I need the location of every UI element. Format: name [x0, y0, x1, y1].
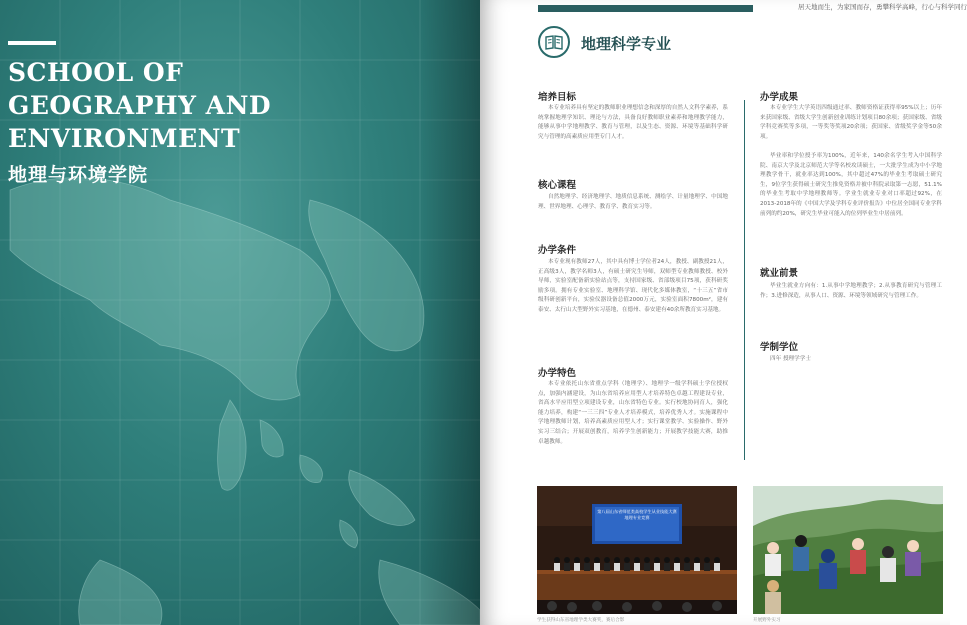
header-tagline: 居天地而生，为家国而存，勇攀科学高峰，行心与科学同行	[798, 3, 967, 11]
degree-heading: 学制学位	[760, 342, 799, 353]
prospects-text: 毕业生就业方向有：1.从事中学地理教学；2.从事教育研究与管理工作；3.进修深造，从事人口、资源、环境等领域研究与管理工作。	[760, 283, 942, 299]
content-page	[480, 0, 967, 625]
fieldtrip-photo	[753, 486, 943, 614]
title-accent-bar	[8, 41, 56, 45]
title-line-1: SCHOOL OF	[8, 58, 184, 87]
cover-page	[0, 0, 480, 625]
achievements-text-2: 毕业率和学位授予率为100%，近年来，140余名学生考入中国科学院、南京大学及北京师范大学等名校攻读硕士，一大批学生成为中小学地理教学骨干，就业率达到100%，其中超过47%的毕业生考取硕士研究生，9位学生获得硕士研究生推免资格并被中科院录取第一志愿，51.1%的毕业生考取中学地理教师等。学业生就业专业对口率超过92%，在2013-2018年的《中国大学及学科专业评价报告》中位居全国同专业学科前列的约20%，研究生毕业可能入的位列毕业生中居前列。	[760, 153, 942, 217]
fieldtrip-caption: 开展野外实习	[753, 618, 781, 623]
book-icon	[538, 26, 570, 58]
degree-text: 四年 授理学学士	[770, 356, 811, 362]
title-line-2: GEOGRAPHY AND	[8, 91, 272, 120]
major-title: 地理科学专业	[581, 35, 672, 53]
achievements-heading: 办学成果	[760, 92, 799, 103]
goal-text: 本专业培养具有坚定的教师职业理想信念和深厚的自然人文科学素养，系统掌握地理学知识、理论与方法，具备良好教师职业素养和地理教学能力，能够从事中学地理教学、教育与管理，以及生态、资源、环境等基础科学研究与管理的高素质应用型专门人才。	[538, 105, 728, 140]
header-rule	[538, 5, 753, 12]
ceremony-photo	[537, 486, 737, 614]
goal-heading: 培养目标	[538, 92, 577, 103]
courses-heading: 核心课程	[538, 180, 577, 191]
school-title-chinese: 地理与环境学院	[8, 164, 149, 186]
features-heading: 办学特色	[538, 368, 577, 379]
conditions-heading: 办学条件	[538, 245, 577, 256]
courses-text: 自然地理学、经济地理学、地质信息系统、测绘学、计量地理学、中国地理、世界地理、心理学、教育学、教育实习等。	[538, 194, 728, 210]
prospects-heading: 就业前景	[760, 268, 799, 279]
ceremony-banner-text: 第八届山东省师范类高校学生从业技能大赛地理专业竞赛	[597, 509, 677, 520]
column-divider	[744, 100, 745, 460]
title-line-3: ENVIRONMENT	[8, 124, 241, 153]
ceremony-caption: 学生获得山东省地理学类大赛奖，赛后合影	[537, 618, 625, 623]
school-title-english	[8, 56, 271, 155]
features-text: 本专业依托山东省重点学科（地理学）、地理学一级学科硕士学位授权点，加强内涵建设，为山东省培养应用型人才培养特色卓越工程建设专业，省高水平应用型立项建设专业，山东省特色专业。实行校地协同育人，强化能力培养，构建“一三三四”专业人才培养模式，培养优秀人才。实施课程中学地理教师计划，培养高素质应用型人才；实行课堂教学、实验操作、野外实习三结合；开展双创教育，培养学生创新能力；开展教学技能大赛，助推卓越教师。	[538, 381, 728, 445]
achievements-text-1: 本专业学生大学英语四级通过率、教师资格证获得率95%以上；历年来获国家级、省级大学生创新创业训练计划项目80余项；获国家级、省级学科竞赛奖等多项，一等奖等奖项20余项；获国家、省级奖学金等50余项。	[760, 105, 942, 140]
conditions-text: 本专业现有教师27人，其中具有博士学位者24人，教授、副教授21人，正高级3人，教学名师3人，有硕士研究生导师，双师型专业教师教授、校外导师，实验室配备新实验站点等，支持国家级、省部级项目75项，获科研奖励多项。拥有专业实验室、地理科学馆、现代化多媒体教室，“十三五”省市级科研创新平台，实验仪器设备总值2000万元，实验室面积7800m²，建有泰安、太行山大型野外实习基地，在德州、泰安建有40余所教育实习基地。	[538, 259, 728, 313]
